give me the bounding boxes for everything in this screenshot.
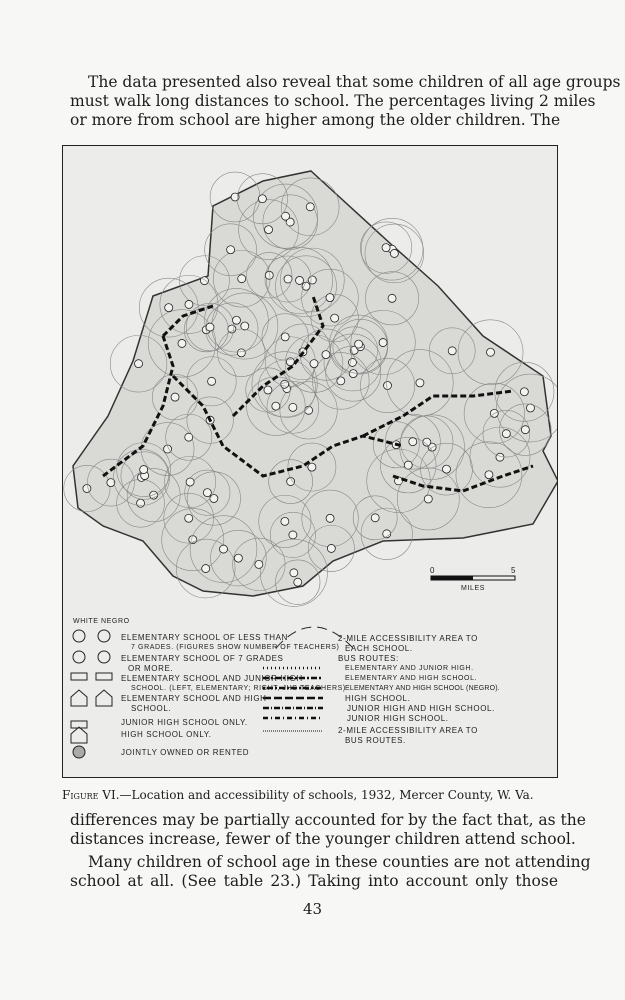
school-symbol xyxy=(502,430,510,438)
school-symbol xyxy=(294,578,302,586)
school-symbol xyxy=(390,249,398,257)
school-symbol xyxy=(165,304,173,312)
legend-item: ELEMENTARY SCHOOL AND HIGH xyxy=(121,694,267,703)
school-symbol xyxy=(281,333,289,341)
school-symbol xyxy=(424,495,432,503)
elementary-7-grades-icon xyxy=(73,651,85,663)
school-symbol xyxy=(234,554,242,562)
school-symbol xyxy=(384,382,392,390)
school-symbol xyxy=(487,348,495,356)
text-line: differences may be partially accounted for by the fact that, as the xyxy=(70,811,586,829)
school-symbol xyxy=(296,276,304,284)
elem-high-school-icon xyxy=(71,690,87,706)
legend-item: JUNIOR HIGH AND HIGH SCHOOL. xyxy=(347,704,495,713)
school-symbol xyxy=(237,349,245,357)
school-symbol xyxy=(200,277,208,285)
school-symbol xyxy=(290,569,298,577)
school-symbol xyxy=(322,351,330,359)
legend-item: ELEMENTARY SCHOOL AND JUNIOR HIGH xyxy=(121,674,303,683)
school-symbol xyxy=(348,358,356,366)
school-symbol xyxy=(228,325,236,333)
legend-item: HIGH SCHOOL ONLY. xyxy=(121,730,212,739)
legend-item: HIGH SCHOOL. xyxy=(345,694,411,703)
elem-junior-high-icon xyxy=(96,673,112,680)
school-symbol xyxy=(264,386,272,394)
school-symbol xyxy=(241,322,249,330)
school-symbol xyxy=(210,495,218,503)
legend-item: JUNIOR HIGH SCHOOL ONLY. xyxy=(121,718,248,727)
school-symbol xyxy=(208,377,216,385)
school-symbol xyxy=(496,453,504,461)
school-symbol xyxy=(281,517,289,525)
elementary-school-icon xyxy=(73,630,85,642)
scale-start: 0 xyxy=(430,566,436,575)
school-symbol xyxy=(178,339,186,347)
school-symbol xyxy=(379,339,387,347)
legend-item: BUS ROUTES: xyxy=(338,654,399,663)
school-symbol xyxy=(140,466,148,474)
figure-label: Figure VI. xyxy=(62,788,120,802)
legend-item: 2-MILE ACCESSIBILITY AREA TO xyxy=(338,634,478,643)
page-number: 43 xyxy=(302,900,323,918)
elem-high-school-icon xyxy=(96,690,112,706)
school-symbol xyxy=(326,514,334,522)
legend-item: JOINTLY OWNED OR RENTED xyxy=(121,748,250,757)
school-symbol xyxy=(371,514,379,522)
school-symbol xyxy=(326,294,334,302)
scale-bar-fill xyxy=(431,576,473,580)
school-symbol xyxy=(416,379,424,387)
jointly-owned-icon xyxy=(73,746,85,758)
school-symbol xyxy=(238,275,246,283)
school-symbol xyxy=(289,531,297,539)
elementary-school-icon xyxy=(98,630,110,642)
school-symbol xyxy=(349,370,357,378)
text-line: school at all. (See table 23.) Taking into account only those xyxy=(70,872,558,890)
legend-item: 2-MILE ACCESSIBILITY AREA TO xyxy=(338,726,478,735)
text-line: distances increase, fewer of the younger children attend school. xyxy=(70,830,576,848)
text-line: Many children of school age in these counties are not attending xyxy=(88,853,591,871)
school-symbol xyxy=(203,489,211,497)
school-symbol xyxy=(185,514,193,522)
school-symbol xyxy=(520,388,528,396)
school-symbol xyxy=(388,294,396,302)
figure-caption xyxy=(62,788,562,802)
legend-item: ELEMENTARY SCHOOL OF 7 GRADES xyxy=(121,654,284,663)
school-symbol xyxy=(306,203,314,211)
legend-item: ELEMENTARY AND HIGH SCHOOL (NEGRO). xyxy=(345,685,500,692)
school-symbol xyxy=(302,282,310,290)
text-line: The data presented also reveal that some children of all age groups xyxy=(88,73,621,91)
text-line: must walk long distances to school. The percentages living 2 miles xyxy=(70,92,596,110)
legend-item: 7 GRADES. (FIGURES SHOW NUMBER OF TEACHERS) xyxy=(131,644,340,651)
school-symbol xyxy=(265,226,273,234)
school-symbol xyxy=(83,485,91,493)
school-symbol xyxy=(202,565,210,573)
school-symbol xyxy=(186,478,194,486)
legend-white-header: WHITE xyxy=(73,618,99,625)
school-symbol xyxy=(382,244,390,252)
county-map-figure xyxy=(62,145,558,778)
school-symbol xyxy=(448,347,456,355)
elementary-7-grades-icon xyxy=(98,651,110,663)
legend-item: ELEMENTARY SCHOOL OF LESS THAN xyxy=(121,633,288,642)
school-symbol xyxy=(521,426,529,434)
school-symbol xyxy=(232,316,240,324)
school-symbol xyxy=(327,544,335,552)
legend-negro-header: NEGRO xyxy=(101,618,130,625)
school-symbol xyxy=(442,465,450,473)
school-symbol xyxy=(150,491,158,499)
school-symbol xyxy=(171,393,179,401)
school-symbol xyxy=(308,276,316,284)
legend-item: BUS ROUTES. xyxy=(345,736,406,745)
school-symbol xyxy=(137,499,145,507)
legend-item: JUNIOR HIGH SCHOOL. xyxy=(347,714,449,723)
school-symbol xyxy=(206,323,214,331)
school-symbol xyxy=(185,300,193,308)
school-symbol xyxy=(409,438,417,446)
school-symbol xyxy=(485,471,493,479)
school-symbol xyxy=(355,340,363,348)
legend-item: EACH SCHOOL. xyxy=(345,644,413,653)
school-symbol xyxy=(310,360,318,368)
legend-item: ELEMENTARY AND JUNIOR HIGH. xyxy=(345,665,474,672)
elem-junior-high-icon xyxy=(71,673,87,680)
figure-caption-text: —Location and accessibility of schools, 1932, Mercer County, W. Va. xyxy=(119,788,534,802)
high-school-icon xyxy=(71,727,87,743)
school-symbol xyxy=(135,360,143,368)
school-symbol xyxy=(337,377,345,385)
school-symbol xyxy=(227,246,235,254)
school-symbol xyxy=(331,314,339,322)
school-symbol xyxy=(281,380,289,388)
legend-item: ELEMENTARY AND HIGH SCHOOL. xyxy=(345,675,478,682)
school-symbol xyxy=(219,545,227,553)
school-symbol xyxy=(308,463,316,471)
legend-item: OR MORE. xyxy=(128,664,174,673)
school-symbol xyxy=(272,402,280,410)
scale-end: 5 xyxy=(511,566,517,575)
scale-unit: MILES xyxy=(461,585,486,592)
legend-item: SCHOOL. (LEFT, ELEMENTARY; RIGHT, JHS TEACHERS) xyxy=(131,685,346,692)
school-symbol xyxy=(255,560,263,568)
school-symbol xyxy=(289,403,297,411)
school-symbol xyxy=(258,195,266,203)
legend-item: SCHOOL. xyxy=(131,704,172,713)
text-line: or more from school are higher among the older children. The xyxy=(70,111,561,129)
